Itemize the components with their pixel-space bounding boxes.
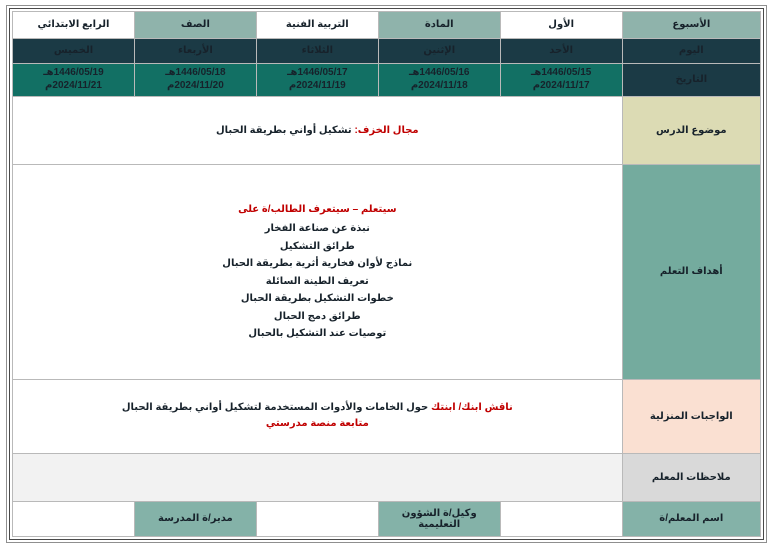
- objective-item: خطوات التشكيل بطريقة الحبال: [240, 293, 394, 305]
- date-wednesday: [134, 63, 256, 96]
- date-monday: [378, 63, 500, 96]
- table-row-homework: [13, 379, 761, 454]
- date-tuesday: [256, 63, 378, 96]
- supervisor-label: وكيل/ة الشؤون التعليمية: [378, 501, 500, 536]
- day-sunday: الأحد: [500, 38, 622, 63]
- teacher-notes-label: ملاحظات المعلم: [622, 454, 760, 502]
- date-hijri: 1446/05/16هـ: [409, 67, 470, 79]
- lesson-topic-label: موضوع الدرس: [622, 96, 760, 164]
- date-gregorian: 2024/11/17م: [532, 79, 590, 91]
- lesson-plan-table: [12, 11, 761, 537]
- class-label: الصف: [134, 12, 256, 39]
- date-hijri: 1446/05/18هـ: [165, 67, 226, 79]
- principal-value[interactable]: [13, 501, 135, 536]
- principal-label: مدير/ة المدرسة: [134, 501, 256, 536]
- day-thursday: الخميس: [13, 38, 135, 63]
- week-label: الأسبوع: [622, 12, 760, 39]
- table-row-topic: [13, 96, 761, 164]
- date-gregorian: 2024/11/19م: [288, 79, 346, 91]
- learning-objectives-label: أهداف التعلم: [622, 165, 760, 379]
- table-row-header: [13, 12, 761, 39]
- table-row-dates: [13, 63, 761, 96]
- date-gregorian: 2024/11/21م: [45, 79, 102, 91]
- objective-item: توصيات عند التشكيل بالحبال: [248, 328, 387, 340]
- table-row-signatures: [13, 501, 761, 536]
- teacher-name-label: اسم المعلم/ة: [622, 501, 760, 536]
- learning-objectives-value: [13, 165, 623, 379]
- subject-label: المادة: [378, 12, 500, 39]
- homework-label: الواجبات المنزلية: [622, 379, 760, 454]
- date-hijri: 1446/05/19هـ: [43, 67, 104, 79]
- objective-item: نماذج لأوان فخارية أثرية بطريقة الحبال: [222, 258, 413, 270]
- table-row-days: [13, 38, 761, 63]
- date-gregorian: 2024/11/20م: [166, 79, 224, 91]
- day-label: اليوم: [622, 38, 760, 63]
- date-hijri: 1446/05/17هـ: [287, 67, 348, 79]
- teacher-notes-value[interactable]: [13, 454, 623, 502]
- homework-line-1: [122, 402, 513, 413]
- day-wednesday: الأربعاء: [134, 38, 256, 63]
- homework-text: حول الخامات والأدوات المستخدمة لتشكيل أواني بطريقة الحبال: [121, 402, 432, 414]
- homework-line-2: متابعة منصة مدرستي: [265, 418, 369, 430]
- objective-item: طرائق دمج الحبال: [273, 310, 361, 322]
- class-value: الرابع الابتدائي: [13, 12, 135, 39]
- date-label: التاريخ: [622, 63, 760, 96]
- objectives-intro: سيتعلم – سيتعرف الطالب/ة على: [238, 203, 397, 215]
- date-gregorian: 2024/11/18م: [410, 79, 468, 91]
- homework-value: [13, 379, 623, 454]
- date-sunday: [500, 63, 622, 96]
- objective-item: طرائق التشكيل: [279, 240, 355, 252]
- date-hijri: 1446/05/15هـ: [530, 67, 592, 79]
- homework-highlight: ناقش ابنك/ ابنتك: [431, 402, 513, 414]
- day-tuesday: الثلاثاء: [256, 38, 378, 63]
- subject-value: التربية الفنية: [256, 12, 378, 39]
- lesson-topic-value: [13, 96, 623, 164]
- lesson-topic-highlight: مجال الخزف:: [354, 125, 419, 137]
- teacher-name-value[interactable]: [500, 501, 622, 536]
- table-row-objectives: [13, 165, 761, 379]
- week-value: الأول: [500, 12, 622, 39]
- date-thursday: [13, 63, 135, 96]
- document-frame-inner: [9, 8, 764, 540]
- objective-item: نبذة عن صناعة الفخار: [264, 223, 370, 235]
- supervisor-value[interactable]: [256, 501, 378, 536]
- lesson-topic-text: تشكيل أواني بطريقة الحبال: [216, 125, 355, 137]
- document-frame: [6, 5, 767, 543]
- objective-item: تعريف الطينة السائلة: [265, 275, 369, 287]
- day-monday: الإثنين: [378, 38, 500, 63]
- table-row-notes: [13, 454, 761, 502]
